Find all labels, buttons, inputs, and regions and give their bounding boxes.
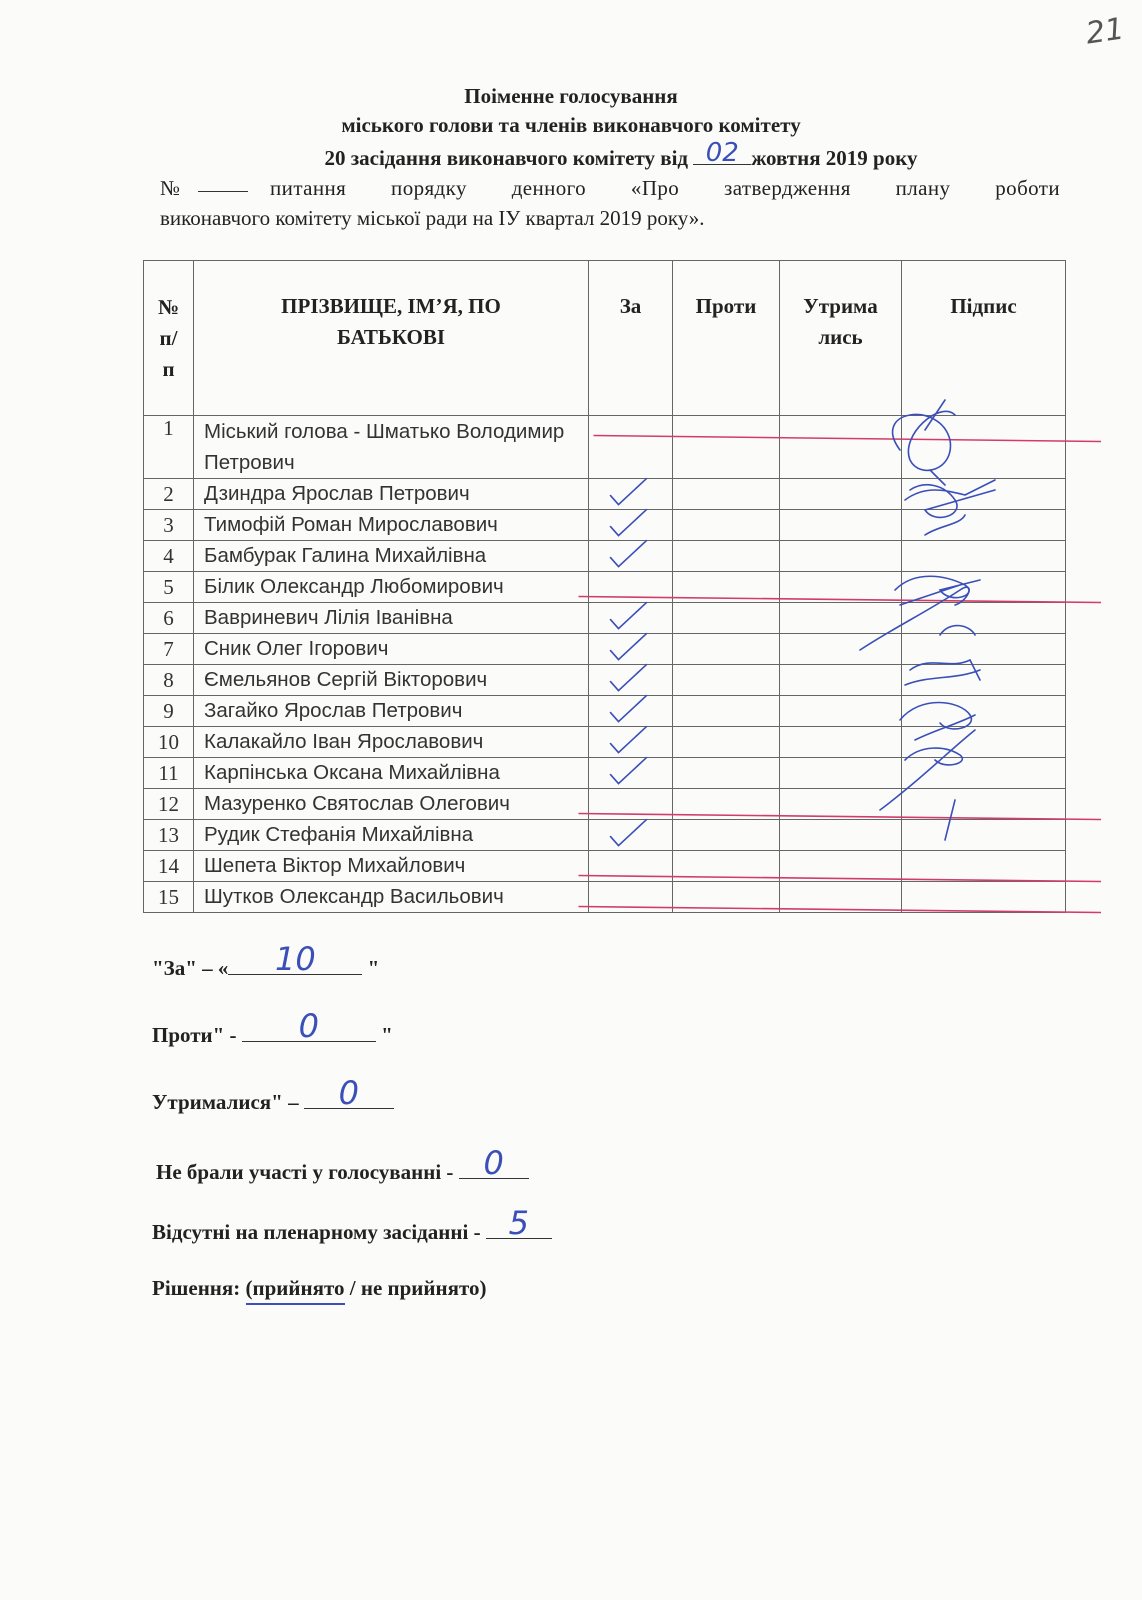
row-for-cell: [589, 510, 673, 541]
row-number: 15: [144, 882, 194, 913]
row-name: Вавриневич Лілія Іванівна: [194, 603, 589, 634]
meeting-day: 02: [705, 138, 739, 168]
row-name: Міський голова - Шматько Володимир Петрович: [194, 416, 589, 479]
row-name: Ємельянов Сергій Вікторович: [194, 665, 589, 696]
document-title: Поіменне голосування: [464, 84, 678, 108]
row-number: 2: [144, 479, 194, 510]
row-signature-cell: [902, 882, 1066, 913]
row-signature-cell: [902, 510, 1066, 541]
table-row: [144, 479, 1066, 510]
summary-for-label: "За" – «: [152, 956, 229, 980]
summary-not-voted-label: Не брали участі у голосуванні -: [156, 1160, 454, 1184]
row-signature-cell: [902, 479, 1066, 510]
row-name: Тимофій Роман Мирославович: [194, 510, 589, 541]
row-number: 7: [144, 634, 194, 665]
row-name: Калакайло Іван Ярославович: [194, 727, 589, 758]
table-row: [144, 603, 1066, 634]
row-name: Сник Олег Ігорович: [194, 634, 589, 665]
row-for-cell: [589, 820, 673, 851]
summary-not-voted: [156, 1144, 529, 1185]
row-signature-cell: [902, 541, 1066, 572]
row-signature-cell: [902, 665, 1066, 696]
row-against-cell: [673, 665, 780, 696]
summary-for: [152, 940, 380, 981]
row-for-cell: [589, 696, 673, 727]
table-row: [144, 851, 1066, 882]
row-against-cell: [673, 541, 780, 572]
summary-not-voted-blank: [459, 1144, 529, 1182]
row-against-cell: [673, 820, 780, 851]
row-abstained-cell: [780, 634, 902, 665]
row-signature-cell: [902, 572, 1066, 603]
summary-for-close: ": [367, 956, 380, 980]
question-text-1: питання порядку денного «Про затвердження плану роботи: [270, 176, 1060, 200]
row-for-cell: [589, 603, 673, 634]
row-against-cell: [673, 758, 780, 789]
table-row: [144, 882, 1066, 913]
row-against-cell: [673, 789, 780, 820]
row-against-cell: [673, 851, 780, 882]
row-number: 9: [144, 696, 194, 727]
row-signature-cell: [902, 603, 1066, 634]
header-for: За: [589, 261, 673, 416]
table-row: [144, 634, 1066, 665]
row-signature-cell: [902, 820, 1066, 851]
header-abstained: Утрима лись: [780, 261, 902, 416]
row-name: Шепета Віктор Михайлович: [194, 851, 589, 882]
summary-absent: [152, 1204, 552, 1245]
row-number: 3: [144, 510, 194, 541]
table-row: [144, 789, 1066, 820]
row-abstained-cell: [780, 510, 902, 541]
row-abstained-cell: [780, 820, 902, 851]
row-number: 8: [144, 665, 194, 696]
table-row: [144, 665, 1066, 696]
question-number-sign: №: [160, 176, 181, 200]
summary-absent-value: 5: [508, 1204, 530, 1242]
row-number: 10: [144, 727, 194, 758]
row-abstained-cell: [780, 696, 902, 727]
decision-accepted: (прийнято: [246, 1276, 345, 1305]
row-abstained-cell: [780, 851, 902, 882]
table-row: [144, 727, 1066, 758]
page-number: 21: [1083, 11, 1127, 52]
row-abstained-cell: [780, 603, 902, 634]
row-name: Дзиндра Ярослав Петрович: [194, 479, 589, 510]
header-signature: Підпис: [902, 261, 1066, 416]
row-number: 6: [144, 603, 194, 634]
summary-absent-label: Відсутні на пленарному засіданні -: [152, 1220, 481, 1244]
row-against-cell: [673, 882, 780, 913]
table-row: [144, 416, 1066, 479]
row-name: Бамбурак Галина Михайлівна: [194, 541, 589, 572]
row-against-cell: [673, 696, 780, 727]
row-signature-cell: [902, 416, 1066, 479]
row-number: 13: [144, 820, 194, 851]
voting-table: [143, 260, 1066, 913]
row-number: 1: [144, 416, 194, 479]
row-name: Білик Олександр Любомирович: [194, 572, 589, 603]
row-signature-cell: [902, 851, 1066, 882]
row-for-cell: [589, 634, 673, 665]
summary-not-voted-value: 0: [483, 1144, 504, 1182]
row-name: Загайко Ярослав Петрович: [194, 696, 589, 727]
row-number: 12: [144, 789, 194, 820]
question-line-1: [160, 173, 1060, 203]
summary-absent-blank: [486, 1204, 552, 1242]
row-for-cell: [589, 758, 673, 789]
row-abstained-cell: [780, 665, 902, 696]
document-subtitle: міського голови та членів виконавчого комітету: [341, 113, 801, 137]
row-for-cell: [589, 727, 673, 758]
meeting-suffix: жовтня 2019 року: [751, 146, 918, 170]
row-abstained-cell: [780, 758, 902, 789]
question-number-blank: [198, 173, 248, 192]
row-name: Мазуренко Святослав Олегович: [194, 789, 589, 820]
row-name: Рудик Стефанія Михайлівна: [194, 820, 589, 851]
summary-against-blank: [242, 1007, 376, 1045]
decision-label: Рішення:: [152, 1276, 241, 1300]
meeting-day-blank: [693, 138, 751, 168]
row-against-cell: [673, 510, 780, 541]
row-abstained-cell: [780, 416, 902, 479]
row-name: Карпінська Оксана Михайлівна: [194, 758, 589, 789]
summary-decision: [152, 1276, 487, 1301]
row-signature-cell: [902, 727, 1066, 758]
summary-for-value: 10: [275, 940, 316, 978]
summary-for-blank: [228, 940, 362, 978]
table-row: [144, 820, 1066, 851]
summary-against-value: 0: [298, 1007, 319, 1045]
decision-separator: /: [349, 1276, 356, 1300]
row-abstained-cell: [780, 882, 902, 913]
meeting-line: [50, 138, 1142, 171]
row-for-cell: [589, 416, 673, 479]
row-for-cell: [589, 882, 673, 913]
summary-abstained-label: Утрималися" –: [152, 1090, 299, 1114]
row-for-cell: [589, 479, 673, 510]
meeting-prefix: 20 засідання виконавчого комітету від: [324, 146, 689, 170]
row-for-cell: [589, 541, 673, 572]
table-row: [144, 696, 1066, 727]
summary-against: [152, 1007, 393, 1048]
summary-abstained-blank: [304, 1074, 394, 1112]
row-against-cell: [673, 727, 780, 758]
row-abstained-cell: [780, 789, 902, 820]
row-abstained-cell: [780, 572, 902, 603]
table-row: [144, 758, 1066, 789]
row-against-cell: [673, 416, 780, 479]
summary-abstained: [152, 1074, 394, 1115]
summary-against-label: Проти" -: [152, 1023, 237, 1047]
table-row: [144, 572, 1066, 603]
row-number: 5: [144, 572, 194, 603]
header-num: № п/ п: [144, 261, 194, 416]
row-abstained-cell: [780, 541, 902, 572]
row-abstained-cell: [780, 727, 902, 758]
row-against-cell: [673, 479, 780, 510]
row-for-cell: [589, 789, 673, 820]
row-against-cell: [673, 603, 780, 634]
row-for-cell: [589, 851, 673, 882]
row-against-cell: [673, 572, 780, 603]
row-signature-cell: [902, 758, 1066, 789]
row-signature-cell: [902, 789, 1066, 820]
summary-against-close: ": [381, 1023, 393, 1047]
row-signature-cell: [902, 634, 1066, 665]
table-row: [144, 510, 1066, 541]
table-row: [144, 541, 1066, 572]
row-abstained-cell: [780, 479, 902, 510]
row-number: 4: [144, 541, 194, 572]
question-line-2: виконавчого комітету міської ради на ІУ квартал 2019 року».: [160, 206, 705, 230]
row-against-cell: [673, 634, 780, 665]
summary-abstained-value: 0: [338, 1074, 360, 1112]
row-for-cell: [589, 572, 673, 603]
header-name: ПРІЗВИЩЕ, ІМ’Я, ПО БАТЬКОВІ: [194, 261, 589, 416]
row-number: 11: [144, 758, 194, 789]
table-header-row: [144, 261, 1066, 416]
row-signature-cell: [902, 696, 1066, 727]
row-for-cell: [589, 665, 673, 696]
row-name: Шутков Олександр Васильович: [194, 882, 589, 913]
decision-rejected: не прийнято): [360, 1276, 487, 1300]
row-number: 14: [144, 851, 194, 882]
header-against: Проти: [673, 261, 780, 416]
